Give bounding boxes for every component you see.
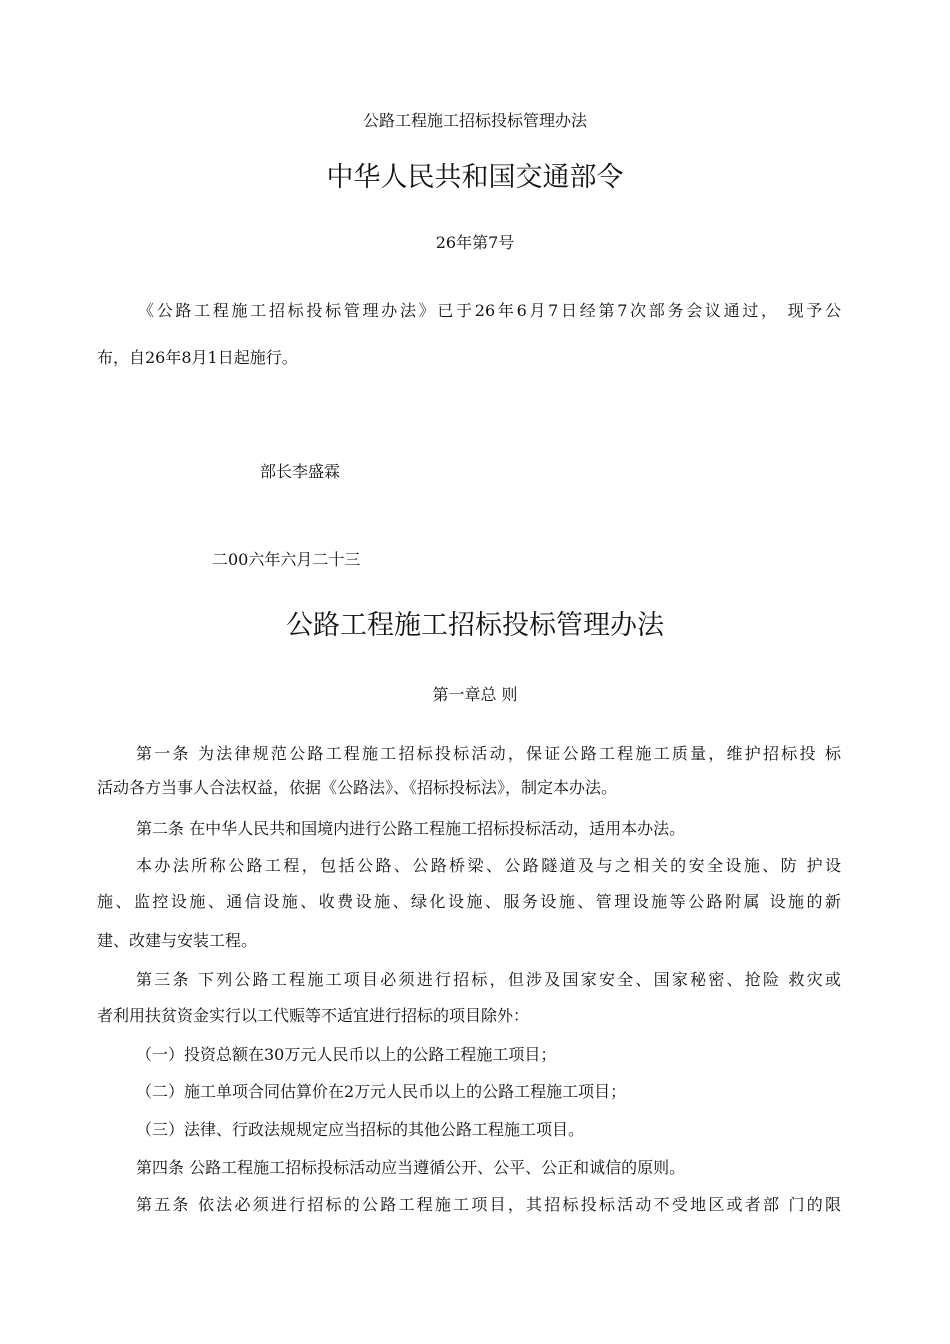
promulgation-line-1: 《公路工程施工招标投标管理办法》已于26年6月7日经第7次部务会议通过， 现予公: [138, 301, 841, 320]
signature-date: 二00六年六月二十三: [212, 550, 361, 569]
body-line-4: 本办法所称公路工程，包括公路、公路桥梁、公路隧道及与之相关的安全设施、防 护设: [136, 856, 841, 875]
body-line-7: 第三条 下列公路工程施工项目必须进行招标，但涉及国家安全、国家秘密、抢险 救灾或: [136, 970, 841, 989]
top-title: 公路工程施工招标投标管理办法: [362, 111, 587, 130]
body-line-1: 第一条 为法律规范公路工程施工招标投标活动，保证公路工程施工质量，维护招标投 标: [136, 744, 841, 763]
minister-signature: 部长李盛霖: [260, 462, 341, 481]
document-title: 公路工程施工招标投标管理办法: [286, 610, 664, 641]
body-line-10: （二）施工单项合同估算价在2万元人民币以上的公路工程施工项目；: [136, 1082, 627, 1101]
order-number: 26年第7号: [435, 233, 515, 252]
body-line-6: 建、改建与安装工程。: [97, 931, 258, 950]
body-line-12: 第四条 公路工程施工招标投标活动应当遵循公开、公平、公正和诚信的原则。: [136, 1158, 686, 1177]
body-line-9: （一）投资总额在30万元人民币以上的公路工程施工项目；: [136, 1045, 557, 1064]
promulgation-line-2: 布，自26年8月1日起施行。: [97, 348, 298, 367]
body-line-11: （三）法律、行政法规规定应当招标的其他公路工程施工项目。: [136, 1120, 585, 1139]
chapter-heading: 第一章总 则: [432, 685, 518, 704]
body-line-3: 第二条 在中华人民共和国境内进行公路工程施工招标投标活动，适用本办法。: [136, 819, 686, 838]
body-line-8: 者利用扶贫资金实行以工代赈等不适宜进行招标的项目除外：: [97, 1006, 530, 1025]
body-line-5: 施、监控设施、通信设施、收费设施、绿化设施、服务设施、管理设施等公路附属 设施的新: [97, 892, 841, 911]
order-title: 中华人民共和国交通部令: [326, 162, 624, 193]
body-line-2: 活动各方当事人合法权益，依据《公路法》、《招标投标法》，制定本办法。: [97, 778, 618, 797]
body-line-13: 第五条 依法必须进行招标的公路工程施工项目，其招标投标活动不受地区或者部 门的限: [136, 1195, 841, 1214]
